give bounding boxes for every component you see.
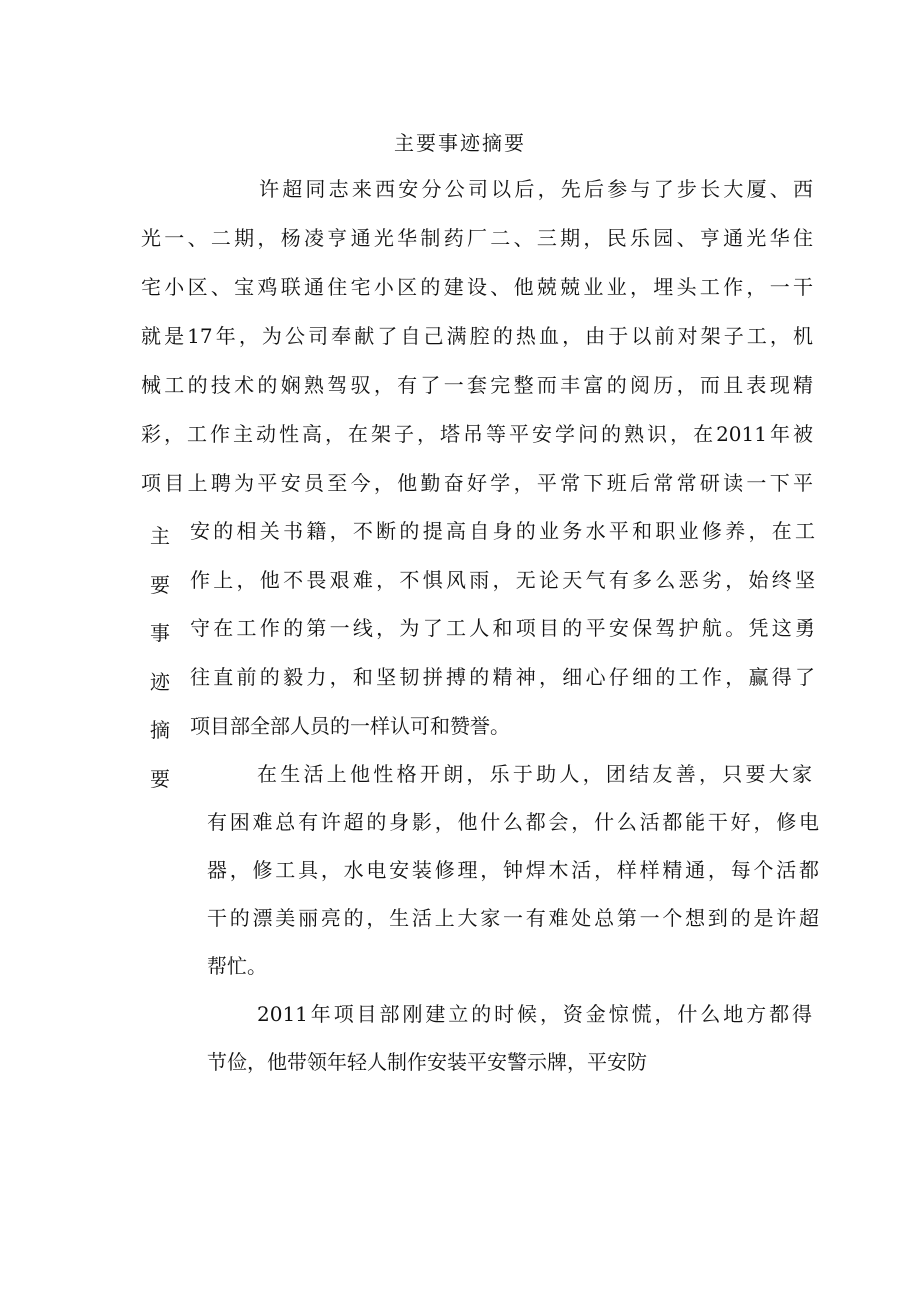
paragraph-line: 项目上聘为平安员至今，他勤奋好学，平常下班后常常研读一下平 bbox=[141, 471, 813, 495]
side-label bbox=[148, 512, 172, 803]
paragraph-line: 有困难总有许超的身影，他什么都会，什么活都能干好，修电 bbox=[207, 810, 819, 834]
paragraph-line: 节俭，他带领年轻人制作安装平安警示牌，平安防 bbox=[207, 1050, 647, 1074]
paragraph-line: 彩，工作主动性高，在架子，塔吊等平安学问的熟识，在2011年被 bbox=[141, 422, 813, 446]
paragraph-line: 作上，他不畏艰难，不惧风雨，无论天气有多么恶劣，始终坚 bbox=[190, 568, 815, 592]
paragraph-line: 项目部全部人员的一样认可和赞誉。 bbox=[190, 714, 510, 738]
side-label-char: 事 bbox=[150, 621, 170, 645]
paragraph-line: 干的漂美丽亮的，生活上大家一有难处总第一个想到的是许超 bbox=[207, 906, 819, 930]
paragraph-line: 光一、二期，杨凌亨通光华制药厂二、三期，民乐园、亨通光华住 bbox=[141, 226, 813, 250]
side-label-char: 要 bbox=[150, 766, 170, 791]
paragraph-line: 器，修工具，水电安装修理，钟焊木活，样样精通，每个活都 bbox=[207, 858, 819, 882]
paragraph-line: 守在工作的第一线，为了工人和项目的平安保驾护航。凭这勇 bbox=[190, 616, 815, 640]
paragraph-line: 械工的技术的娴熟驾驭，有了一套完整而丰富的阅历，而且表现精 bbox=[141, 373, 813, 397]
paragraph-line: 宅小区、宝鸡联通住宅小区的建设、他兢兢业业，埋头工作，一干 bbox=[141, 275, 813, 299]
side-label-char: 迹 bbox=[150, 669, 170, 694]
paragraph-line: 许超同志来西安分公司以后，先后参与了步长大厦、西 bbox=[259, 177, 813, 201]
paragraph-line: 在生活上他性格开朗，乐于助人，团结友善，只要大家 bbox=[257, 762, 812, 786]
side-label-char: 主 bbox=[150, 524, 170, 548]
paragraph-line: 安的相关书籍，不断的提高自身的业务水平和职业修养，在工 bbox=[190, 519, 815, 543]
paragraph-line: 往直前的毅力，和坚韧拼搏的精神，细心仔细的工作，赢得了 bbox=[190, 665, 815, 689]
side-label-char: 摘 bbox=[150, 718, 170, 742]
paragraph-line: 帮忙。 bbox=[207, 954, 267, 978]
side-label-char: 要 bbox=[150, 572, 170, 597]
paragraph-line: 2011年项目部刚建立的时候，资金惊慌，什么地方都得 bbox=[257, 1002, 812, 1026]
paragraph-line: 就是17年，为公司奉献了自己满腔的热血，由于以前对架子工，机 bbox=[141, 324, 813, 348]
page-title: 主要事迹摘要 bbox=[394, 131, 526, 155]
